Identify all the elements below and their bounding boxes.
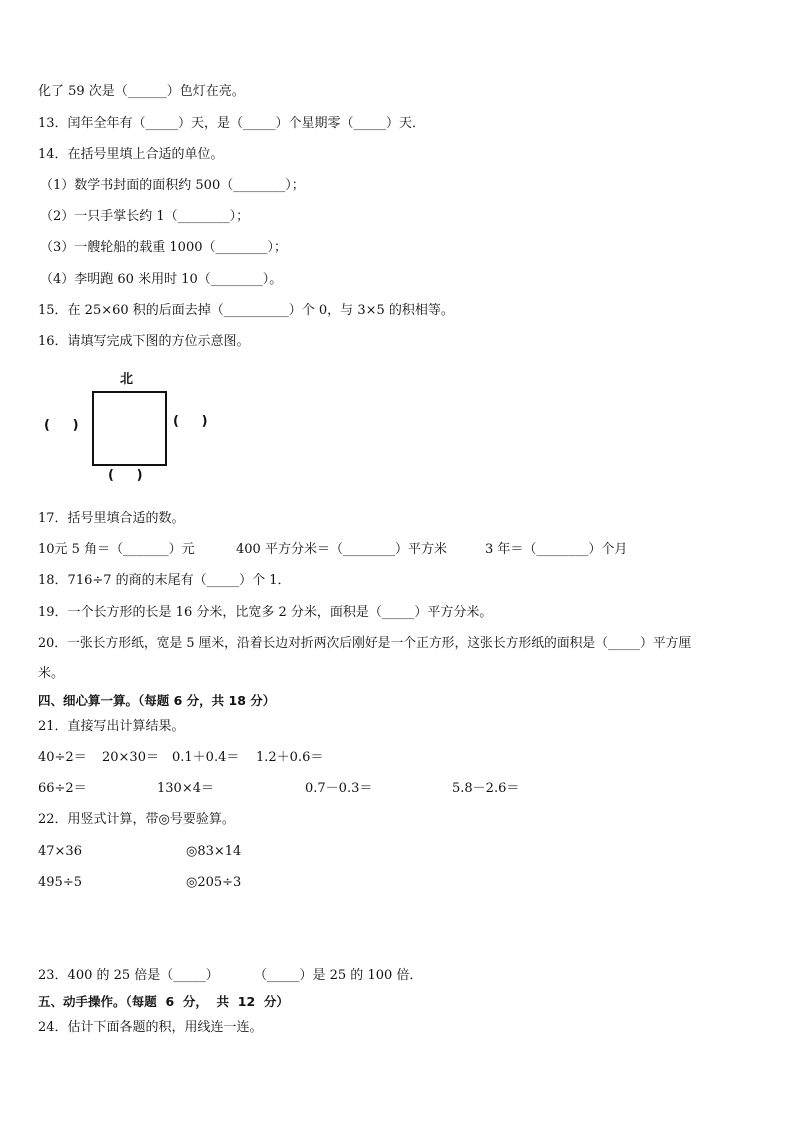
question-14-4: （4）李明跑 60 米用时 10（________）。 xyxy=(40,272,283,287)
question-17-c: 3 年＝（________）个月 xyxy=(485,542,628,557)
direction-diagram xyxy=(38,364,238,484)
calc-7: 0.7－0.3＝ xyxy=(305,781,373,796)
question-14: 14．在括号里填上合适的单位。 xyxy=(38,147,224,162)
question-14-3: （3）一艘轮船的载重 1000（________）； xyxy=(40,240,287,255)
south-blank: ( ) xyxy=(108,468,143,483)
calc-3: 0.1＋0.4＝ xyxy=(172,750,240,765)
question-14-2: （2）一只手掌长约 1（________）； xyxy=(40,209,250,224)
vertical-calc-4: ◎205÷3 xyxy=(186,875,242,890)
question-17-b: 400 平方分米＝（________）平方米 xyxy=(236,542,447,557)
question-23-b: （_____）是 25 的 100 倍． xyxy=(254,968,423,983)
question-20-cont: 米。 xyxy=(38,666,65,681)
question-16: 16．请填写完成下图的方位示意图。 xyxy=(38,334,250,349)
question-15: 15．在 25×60 积的后面去掉（__________）个 0，与 3×5 的积相等。 xyxy=(38,303,454,318)
question-18: 18．716÷7 的商的末尾有（_____）个 1． xyxy=(38,573,291,588)
west-blank: ( ) xyxy=(44,418,79,433)
north-label: 北 xyxy=(120,372,134,387)
question-22: 22．用竖式计算，带◎号要验算。 xyxy=(38,812,235,827)
calc-5: 66÷2＝ xyxy=(38,781,87,796)
square-box xyxy=(92,391,167,466)
question-20: 20．一张长方形纸，宽是 5 厘米，沿着长边对折两次后刚好是一个正方形，这张长方形纸的面积是（_____）平方厘 xyxy=(38,636,692,651)
section-5-heading: 五、动手操作。（每题 6 分， 共 12 分） xyxy=(38,994,289,1009)
section-4-heading: 四、细心算一算。（每题 6 分，共 18 分） xyxy=(38,693,276,708)
calc-8: 5.8－2.6＝ xyxy=(452,781,520,796)
vertical-calc-3: 495÷5 xyxy=(38,875,82,890)
question-12-continuation: 化了 59 次是（______）色灯在亮。 xyxy=(38,84,245,99)
calc-2: 20×30＝ xyxy=(102,750,159,765)
calc-6: 130×4＝ xyxy=(157,781,214,796)
question-23-a: 23．400 的 25 倍是（_____） xyxy=(38,968,219,983)
question-17-a: 10元 5 角＝（_______）元 xyxy=(38,542,195,557)
question-14-1: （1）数学书封面的面积约 500（________）； xyxy=(40,178,305,193)
east-blank: ( ) xyxy=(173,414,208,429)
calc-1: 40÷2＝ xyxy=(38,750,87,765)
question-13: 13．闰年全年有（_____）天，是（_____）个星期零（_____）天． xyxy=(38,116,426,131)
question-21: 21．直接写出计算结果。 xyxy=(38,719,185,734)
calc-4: 1.2＋0.6＝ xyxy=(256,750,324,765)
question-24: 24．估计下面各题的积，用线连一连。 xyxy=(38,1020,263,1035)
vertical-calc-1: 47×36 xyxy=(38,844,82,859)
question-17: 17．括号里填合适的数。 xyxy=(38,511,185,526)
vertical-calc-2: ◎83×14 xyxy=(186,844,242,859)
question-19: 19．一个长方形的长是 16 分米，比宽多 2 分米，面积是（_____）平方分米。 xyxy=(38,605,493,620)
